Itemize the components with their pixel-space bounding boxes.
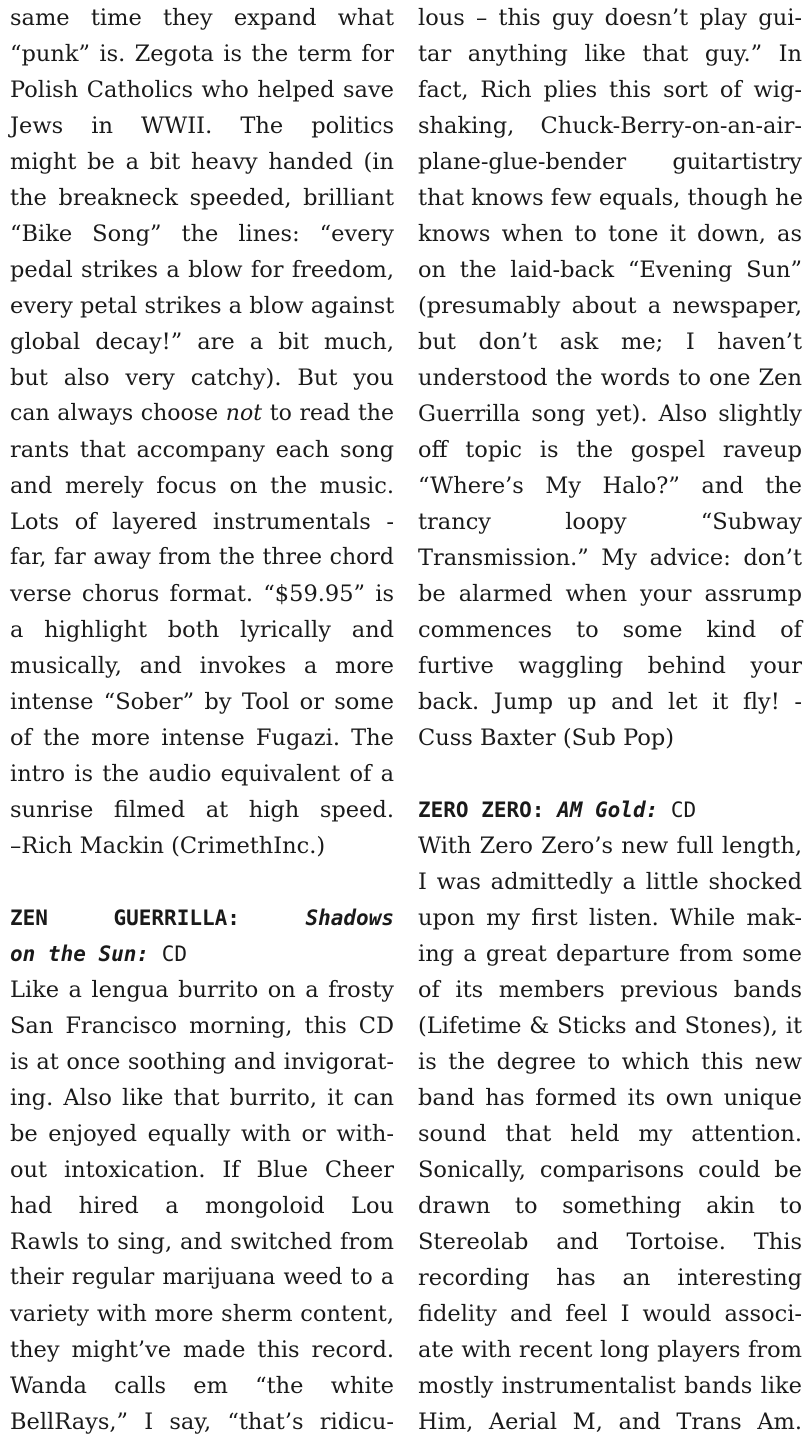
text-line: lous – this guy doesn’t play gui- bbox=[418, 5, 802, 31]
text-line: verse chorus format. “$59.95” is bbox=[10, 581, 394, 607]
text-line: With Zero Zero’s new full length, bbox=[418, 833, 802, 859]
heading-format: CD bbox=[161, 942, 188, 966]
heading-title: Shadows bbox=[305, 906, 394, 930]
text-line: but also very catchy). But you bbox=[10, 365, 394, 391]
review-continued-text bbox=[10, 0, 394, 864]
text-line: fidelity and feel I would associ- bbox=[418, 1301, 802, 1327]
text-line: “Bike Song” the lines: “every bbox=[10, 221, 394, 247]
text-line: band has formed its own unique bbox=[418, 1085, 802, 1111]
text-segment: can always choose bbox=[10, 401, 226, 426]
text-line: Transmission.” My advice: don’t bbox=[418, 545, 802, 571]
heading-title-continued: on the Sun: bbox=[10, 942, 150, 966]
text-line: back. Jump up and let it fly! - bbox=[418, 689, 802, 715]
text-line: Him, Aerial M, and Trans Am. bbox=[418, 1409, 802, 1435]
text-line: plane-glue-bender guitartistry bbox=[418, 149, 802, 175]
text-line: rants that accompany each song bbox=[10, 437, 394, 463]
text-line: BellRays,” I say, “that’s ridicu- bbox=[10, 1409, 394, 1435]
text-line: the breakneck speeded, brilliant bbox=[10, 185, 394, 211]
text-line: Stereolab and Tortoise. This bbox=[418, 1229, 802, 1255]
text-line: Polish Catholics who helped save bbox=[10, 77, 394, 103]
text-line: drawn to something akin to bbox=[418, 1193, 802, 1219]
text-line: tar anything like that guy.” In bbox=[418, 41, 802, 67]
text-line: variety with more sherm content, bbox=[10, 1301, 394, 1327]
text-line: upon my first listen. While mak- bbox=[418, 905, 802, 931]
text-line: a highlight both lyrically and bbox=[10, 617, 394, 643]
review-zen-guerrilla bbox=[10, 900, 394, 1440]
text-line: off topic is the gospel raveup bbox=[418, 437, 802, 463]
text-line: ing. Also like that burrito, it can bbox=[10, 1085, 394, 1111]
text-line: (presumably about a newspaper, bbox=[418, 293, 802, 319]
left-column bbox=[10, 0, 394, 1440]
text-line: fact, Rich plies this sort of wig- bbox=[418, 77, 802, 103]
text-line: ing a great departure from some bbox=[418, 941, 802, 967]
text-line: be alarmed when your assrump bbox=[418, 581, 802, 607]
text-line: had hired a mongoloid Lou bbox=[10, 1193, 394, 1219]
right-column bbox=[418, 0, 802, 1440]
text-line: every petal strikes a blow against bbox=[10, 293, 395, 319]
text-line: out intoxication. If Blue Cheer bbox=[10, 1157, 394, 1183]
text-line: sunrise filmed at high speed. bbox=[10, 797, 394, 823]
text-line: that knows few equals, though he bbox=[418, 185, 803, 211]
text-line: Guerrilla song yet). Also slightly bbox=[418, 401, 802, 427]
text-line: of its members previous bands bbox=[418, 977, 802, 1003]
text-line: might be a bit heavy handed (in bbox=[10, 149, 394, 175]
text-line: be enjoyed equally with or with- bbox=[10, 1121, 394, 1147]
text-line: global decay!” are a bit much, bbox=[10, 329, 394, 355]
text-line: pedal strikes a blow for freedom, bbox=[10, 257, 394, 283]
text-line: “punk” is. Zegota is the term for bbox=[10, 41, 394, 67]
reviewer-credit: Cuss Baxter (Sub Pop) bbox=[418, 725, 675, 751]
text-line: Sonically, comparisons could be bbox=[418, 1157, 802, 1183]
text-line: intro is the audio equivalent of a bbox=[10, 761, 394, 787]
text-line: shaking, Chuck-Berry-on-an-air- bbox=[418, 113, 802, 139]
text-line: on the laid-back “Evening Sun” bbox=[418, 257, 802, 283]
text-line: Wanda calls em “the white bbox=[10, 1373, 394, 1399]
text-line: recording has an interesting bbox=[418, 1265, 802, 1291]
text-line: is at once soothing and invigorat- bbox=[10, 1049, 394, 1075]
text-line: and merely focus on the music. bbox=[10, 473, 394, 499]
emphasized-word: not bbox=[225, 401, 263, 426]
review-heading-continued bbox=[10, 936, 394, 972]
heading-artist: ZERO ZERO: bbox=[418, 798, 545, 822]
text-line: of the more intense Fugazi. The bbox=[10, 725, 394, 751]
text-line: is the degree to which this new bbox=[418, 1049, 802, 1075]
section-gap bbox=[418, 756, 802, 792]
text-line: (Lifetime & Sticks and Stones), it bbox=[418, 1013, 802, 1039]
text-line: their regular marijuana weed to a bbox=[10, 1265, 394, 1290]
reviewer-credit: –Rich Mackin (CrimethInc.) bbox=[10, 833, 326, 859]
section-gap bbox=[10, 864, 394, 900]
text-line: but don’t ask me; I haven’t bbox=[418, 329, 802, 355]
heading-artist: ZEN GUERRILLA: bbox=[10, 906, 240, 930]
text-line: Like a lengua burrito on a frosty bbox=[10, 977, 394, 1003]
text-line: I was admittedly a little shocked bbox=[418, 869, 802, 895]
heading-format: CD bbox=[670, 798, 697, 822]
text-line-with-emphasis bbox=[10, 396, 394, 432]
text-line: understood the words to one Zen bbox=[418, 365, 802, 391]
text-line: same time they expand what bbox=[10, 5, 394, 31]
review-zero-zero bbox=[418, 792, 802, 1440]
text-line: intense “Sober” by Tool or some bbox=[10, 689, 394, 715]
text-line: ate with recent long players from bbox=[418, 1337, 802, 1363]
text-segment: to read the bbox=[262, 401, 394, 426]
text-line: commences to some kind of bbox=[418, 617, 802, 643]
text-line: Lots of layered instrumentals - bbox=[10, 509, 394, 535]
text-line: furtive waggling behind your bbox=[418, 653, 802, 679]
text-line: far, far away from the three chord bbox=[10, 545, 394, 570]
text-line: sound that held my attention. bbox=[418, 1121, 802, 1147]
review-zen-guerrilla-continued bbox=[418, 0, 802, 756]
text-line: trancy loopy “Subway bbox=[418, 509, 802, 535]
text-line: Rawls to sing, and switched from bbox=[10, 1229, 394, 1255]
review-heading bbox=[10, 900, 394, 936]
text-line: San Francisco morning, this CD bbox=[10, 1013, 394, 1039]
text-line: they might’ve made this record. bbox=[10, 1337, 394, 1363]
text-line: mostly instrumentalist bands like bbox=[418, 1373, 802, 1399]
text-line: Jews in WWII. The politics bbox=[10, 113, 394, 139]
heading-title: AM Gold: bbox=[557, 798, 659, 822]
text-line: “Where’s My Halo?” and the bbox=[418, 473, 802, 499]
review-heading bbox=[418, 792, 802, 828]
text-line: knows when to tone it down, as bbox=[418, 221, 802, 247]
text-line: musically, and invokes a more bbox=[10, 653, 394, 679]
